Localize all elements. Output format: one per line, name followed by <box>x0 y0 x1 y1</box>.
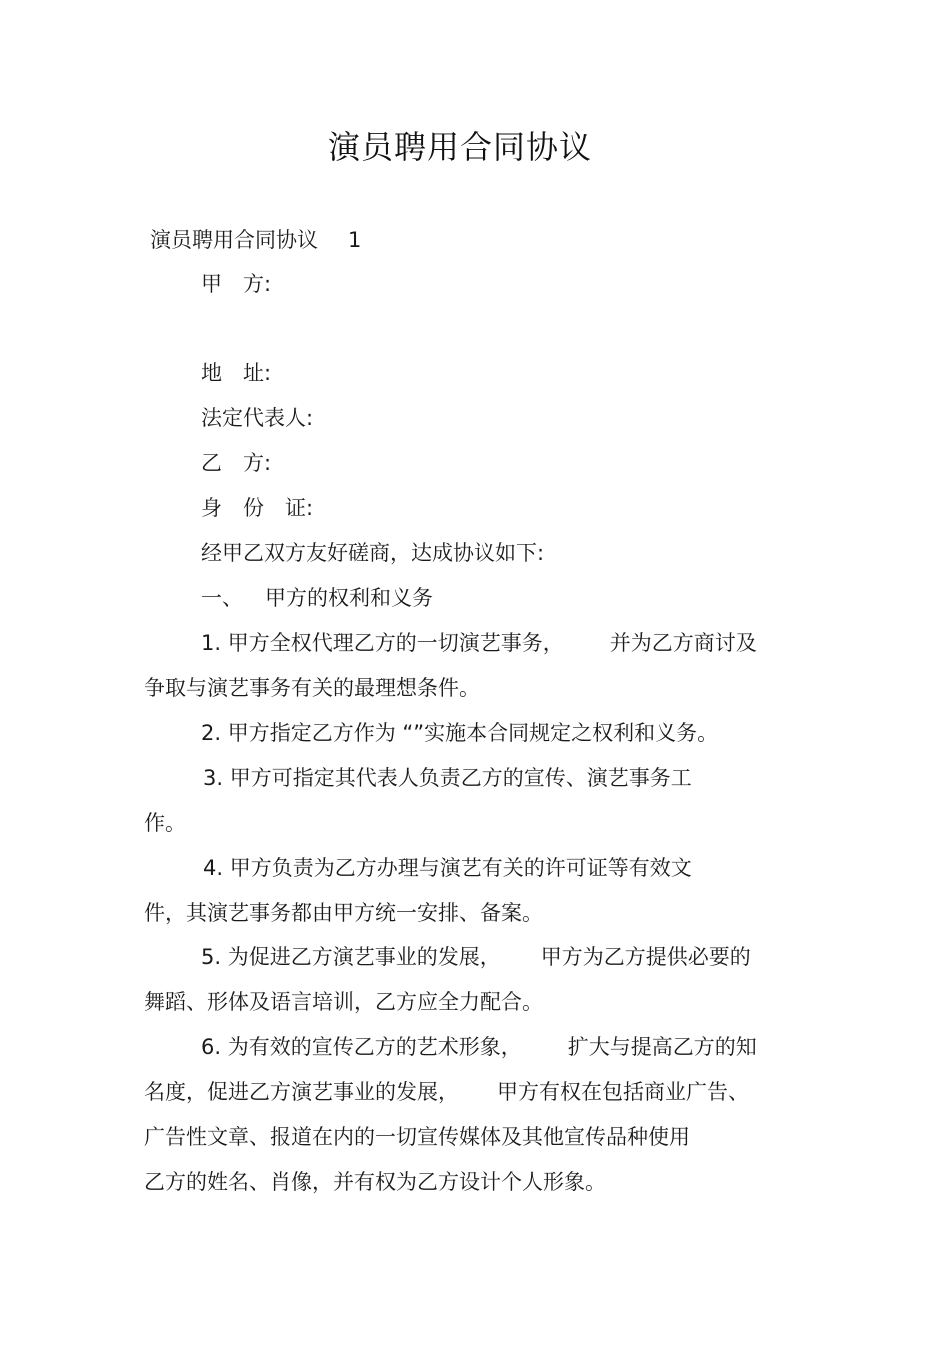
clause-5-line-1 <box>201 943 751 971</box>
clause-text: 甲方有权在包括商业广告、 <box>497 1080 749 1104</box>
subtitle-text: 演员聘用合同协议 <box>150 228 318 252</box>
section-title: 甲方的权利和义务 <box>265 586 433 610</box>
section-heading <box>201 584 433 612</box>
clause-6-line-1 <box>201 1033 757 1061</box>
clause-text: 1. 甲方全权代理乙方的一切演艺事务， <box>201 631 564 655</box>
clause-6-line-3: 广告性文章、报道在内的一切宣传媒体及其他宣传品种使用 <box>144 1125 690 1149</box>
subtitle-number: 1 <box>348 228 362 252</box>
clause-6-line-4: 乙方的姓名、肖像，并有权为乙方设计个人形象。 <box>144 1170 606 1194</box>
clause-text: 名度，促进乙方演艺事业的发展， <box>144 1080 459 1104</box>
clause-text: 6. 为有效的宣传乙方的艺术形象， <box>201 1035 522 1059</box>
clause-4-line-1: 4. 甲方负责为乙方办理与演艺有关的许可证等有效文 <box>203 856 692 880</box>
clause-text: 扩大与提高乙方的知 <box>567 1035 757 1059</box>
party-b-label: 乙 方: <box>201 451 272 475</box>
clause-text: 5. 为促进乙方演艺事业的发展， <box>201 945 501 969</box>
clause-3-line-2: 作。 <box>144 811 186 835</box>
id-card-label: 身 份 证: <box>201 496 314 520</box>
subtitle-line <box>150 226 361 254</box>
section-number: 一、 <box>201 586 243 610</box>
clause-text: 并为乙方商讨及 <box>609 631 757 655</box>
clause-1-line-2: 争取与演艺事务有关的最理想条件。 <box>144 676 480 700</box>
clause-3-line-1: 3. 甲方可指定其代表人负责乙方的宣传、演艺事务工 <box>203 766 692 790</box>
clause-4-line-2: 件，其演艺事务都由甲方统一安排、备案。 <box>144 901 543 925</box>
clause-6-line-2 <box>144 1078 749 1106</box>
party-a-label: 甲 方: <box>201 272 272 296</box>
clause-2-line-1: 2. 甲方指定乙方作为 “”实施本合同规定之权利和义务。 <box>201 721 719 745</box>
clause-1-line-1 <box>201 629 757 657</box>
agreement-intro: 经甲乙双方友好磋商，达成协议如下: <box>201 541 545 565</box>
address-label: 地 址: <box>201 361 272 385</box>
document-title: 演员聘用合同协议 <box>327 128 592 166</box>
clause-text: 甲方为乙方提供必要的 <box>540 945 751 969</box>
legal-rep-label: 法定代表人: <box>201 406 314 430</box>
clause-5-line-2: 舞蹈、形体及语言培训，乙方应全力配合。 <box>144 990 543 1014</box>
